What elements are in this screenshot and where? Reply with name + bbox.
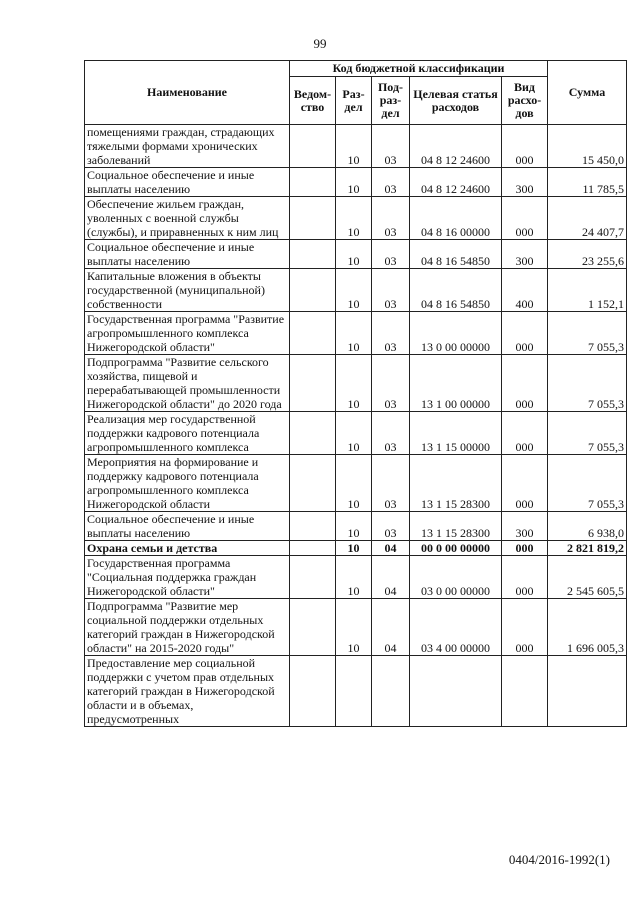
row-vedomstvo: [290, 412, 336, 455]
row-podrazdel: 04: [372, 599, 410, 656]
row-sum: 7 055,3: [548, 455, 627, 512]
row-razdel: 10: [336, 125, 372, 168]
row-podrazdel: 03: [372, 197, 410, 240]
table-row: [85, 312, 627, 355]
row-tselevaya: 03 0 00 00000: [410, 556, 502, 599]
row-vedomstvo: [290, 240, 336, 269]
page-number: 99: [313, 36, 327, 51]
row-razdel: 10: [336, 512, 372, 541]
row-vid: 000: [502, 197, 548, 240]
row-vid: [502, 656, 548, 727]
row-vedomstvo: [290, 269, 336, 312]
row-razdel: 10: [336, 355, 372, 412]
row-vid: 000: [502, 125, 548, 168]
table-row: [85, 556, 627, 599]
table-row: [85, 125, 627, 168]
row-vedomstvo: [290, 455, 336, 512]
row-vid: 300: [502, 168, 548, 197]
row-name: Социальное обеспечение и иные выплаты населению: [85, 240, 290, 269]
row-podrazdel: 03: [372, 455, 410, 512]
row-tselevaya: 13 1 00 00000: [410, 355, 502, 412]
row-name: Государственная программа "Социальная поддержка граждан Нижегородской области": [85, 556, 290, 599]
row-tselevaya: 04 8 16 00000: [410, 197, 502, 240]
row-sum: 1 152,1: [548, 269, 627, 312]
row-razdel: 10: [336, 599, 372, 656]
row-name: Подпрограмма "Развитие мер социальной поддержки отдельных категорий граждан в Нижегородской области" на 2015-2020 годы": [85, 599, 290, 656]
row-name: Охрана семьи и детства: [85, 541, 290, 556]
row-podrazdel: 03: [372, 412, 410, 455]
row-vid: 000: [502, 355, 548, 412]
row-vedomstvo: [290, 599, 336, 656]
row-tselevaya: 13 1 15 28300: [410, 455, 502, 512]
row-vedomstvo: [290, 656, 336, 727]
row-vedomstvo: [290, 125, 336, 168]
row-sum: [548, 656, 627, 727]
row-vid: 300: [502, 240, 548, 269]
row-tselevaya: 00 0 00 00000: [410, 541, 502, 556]
row-razdel: 10: [336, 541, 372, 556]
header-podrazdel: Под-раз-дел: [372, 77, 410, 125]
row-sum: 2 545 605,5: [548, 556, 627, 599]
row-sum: 7 055,3: [548, 355, 627, 412]
row-vedomstvo: [290, 541, 336, 556]
row-vid: 000: [502, 412, 548, 455]
row-podrazdel: 03: [372, 240, 410, 269]
row-sum: 15 450,0: [548, 125, 627, 168]
row-tselevaya: 13 1 15 28300: [410, 512, 502, 541]
row-tselevaya: 04 8 16 54850: [410, 269, 502, 312]
row-podrazdel: 03: [372, 355, 410, 412]
row-vedomstvo: [290, 312, 336, 355]
row-razdel: 10: [336, 240, 372, 269]
row-tselevaya: 13 1 15 00000: [410, 412, 502, 455]
row-vid: 000: [502, 455, 548, 512]
table-body: [85, 125, 627, 727]
row-razdel: 10: [336, 197, 372, 240]
header-vid: Вид расхо-дов: [502, 77, 548, 125]
budget-table: [84, 60, 627, 727]
row-sum: 24 407,7: [548, 197, 627, 240]
table-row: [85, 412, 627, 455]
row-sum: 6 938,0: [548, 512, 627, 541]
row-podrazdel: 04: [372, 541, 410, 556]
row-razdel: 10: [336, 168, 372, 197]
row-podrazdel: 03: [372, 125, 410, 168]
row-tselevaya: [410, 656, 502, 727]
row-vedomstvo: [290, 197, 336, 240]
row-name: Обеспечение жильем граждан, уволенных с военной службы (службы), и приравненных к ним лиц: [85, 197, 290, 240]
row-podrazdel: 03: [372, 269, 410, 312]
row-name: Государственная программа "Развитие агропромышленного комплекса Нижегородской области": [85, 312, 290, 355]
row-name: Социальное обеспечение и иные выплаты населению: [85, 168, 290, 197]
row-razdel: 10: [336, 412, 372, 455]
table-row: [85, 512, 627, 541]
row-podrazdel: 03: [372, 168, 410, 197]
row-podrazdel: [372, 656, 410, 727]
row-name: Реализация мер государственной поддержки кадрового потенциала агропромышленного комплекса: [85, 412, 290, 455]
table-row: [85, 455, 627, 512]
table-row: [85, 599, 627, 656]
header-tselevaya: Целевая статья расходов: [410, 77, 502, 125]
row-name: Мероприятия на формирование и поддержку кадрового потенциала агропромышленного комплекса Нижегородской области: [85, 455, 290, 512]
header-name: Наименование: [85, 61, 290, 125]
row-vid: 000: [502, 599, 548, 656]
row-vid: 300: [502, 512, 548, 541]
header-razdel: Раз-дел: [336, 77, 372, 125]
row-vedomstvo: [290, 168, 336, 197]
row-vid: 000: [502, 541, 548, 556]
footer-code: 0404/2016-1992(1): [508, 852, 610, 867]
table-row: [85, 240, 627, 269]
row-razdel: 10: [336, 455, 372, 512]
row-sum: 1 696 005,3: [548, 599, 627, 656]
row-name: Предоставление мер социальной поддержки с учетом прав отдельных категорий граждан в Нижегородской области и в объемах, предусмотренных: [85, 656, 290, 727]
row-sum: 7 055,3: [548, 412, 627, 455]
row-tselevaya: 04 8 12 24600: [410, 125, 502, 168]
row-razdel: 10: [336, 312, 372, 355]
row-podrazdel: 03: [372, 312, 410, 355]
table-row: [85, 168, 627, 197]
row-vedomstvo: [290, 355, 336, 412]
row-tselevaya: 03 4 00 00000: [410, 599, 502, 656]
row-razdel: 10: [336, 269, 372, 312]
row-vid: 000: [502, 556, 548, 599]
row-tselevaya: 04 8 12 24600: [410, 168, 502, 197]
header-vedomstvo: Ведом-ство: [290, 77, 336, 125]
row-name: помещениями граждан, страдающих тяжелыми формами хронических заболеваний: [85, 125, 290, 168]
row-sum: 7 055,3: [548, 312, 627, 355]
table-row: [85, 269, 627, 312]
table-row: [85, 355, 627, 412]
row-vid: 400: [502, 269, 548, 312]
row-sum: 2 821 819,2: [548, 541, 627, 556]
header-code-group: Код бюджетной классификации: [290, 61, 548, 77]
row-vid: 000: [502, 312, 548, 355]
row-vedomstvo: [290, 556, 336, 599]
row-name: Подпрограмма "Развитие сельского хозяйства, пищевой и перерабатывающей промышленности Нижегородской области" до 2020 года: [85, 355, 290, 412]
row-name: Социальное обеспечение и иные выплаты населению: [85, 512, 290, 541]
row-razdel: 10: [336, 556, 372, 599]
row-podrazdel: 04: [372, 556, 410, 599]
row-sum: 23 255,6: [548, 240, 627, 269]
row-tselevaya: 04 8 16 54850: [410, 240, 502, 269]
row-sum: 11 785,5: [548, 168, 627, 197]
row-tselevaya: 13 0 00 00000: [410, 312, 502, 355]
row-name: Капитальные вложения в объекты государственной (муниципальной) собственности: [85, 269, 290, 312]
row-razdel: [336, 656, 372, 727]
table-row: [85, 197, 627, 240]
header-sum: Сумма: [548, 61, 627, 125]
table-row: [85, 656, 627, 727]
table-row: [85, 541, 627, 556]
row-podrazdel: 03: [372, 512, 410, 541]
row-vedomstvo: [290, 512, 336, 541]
